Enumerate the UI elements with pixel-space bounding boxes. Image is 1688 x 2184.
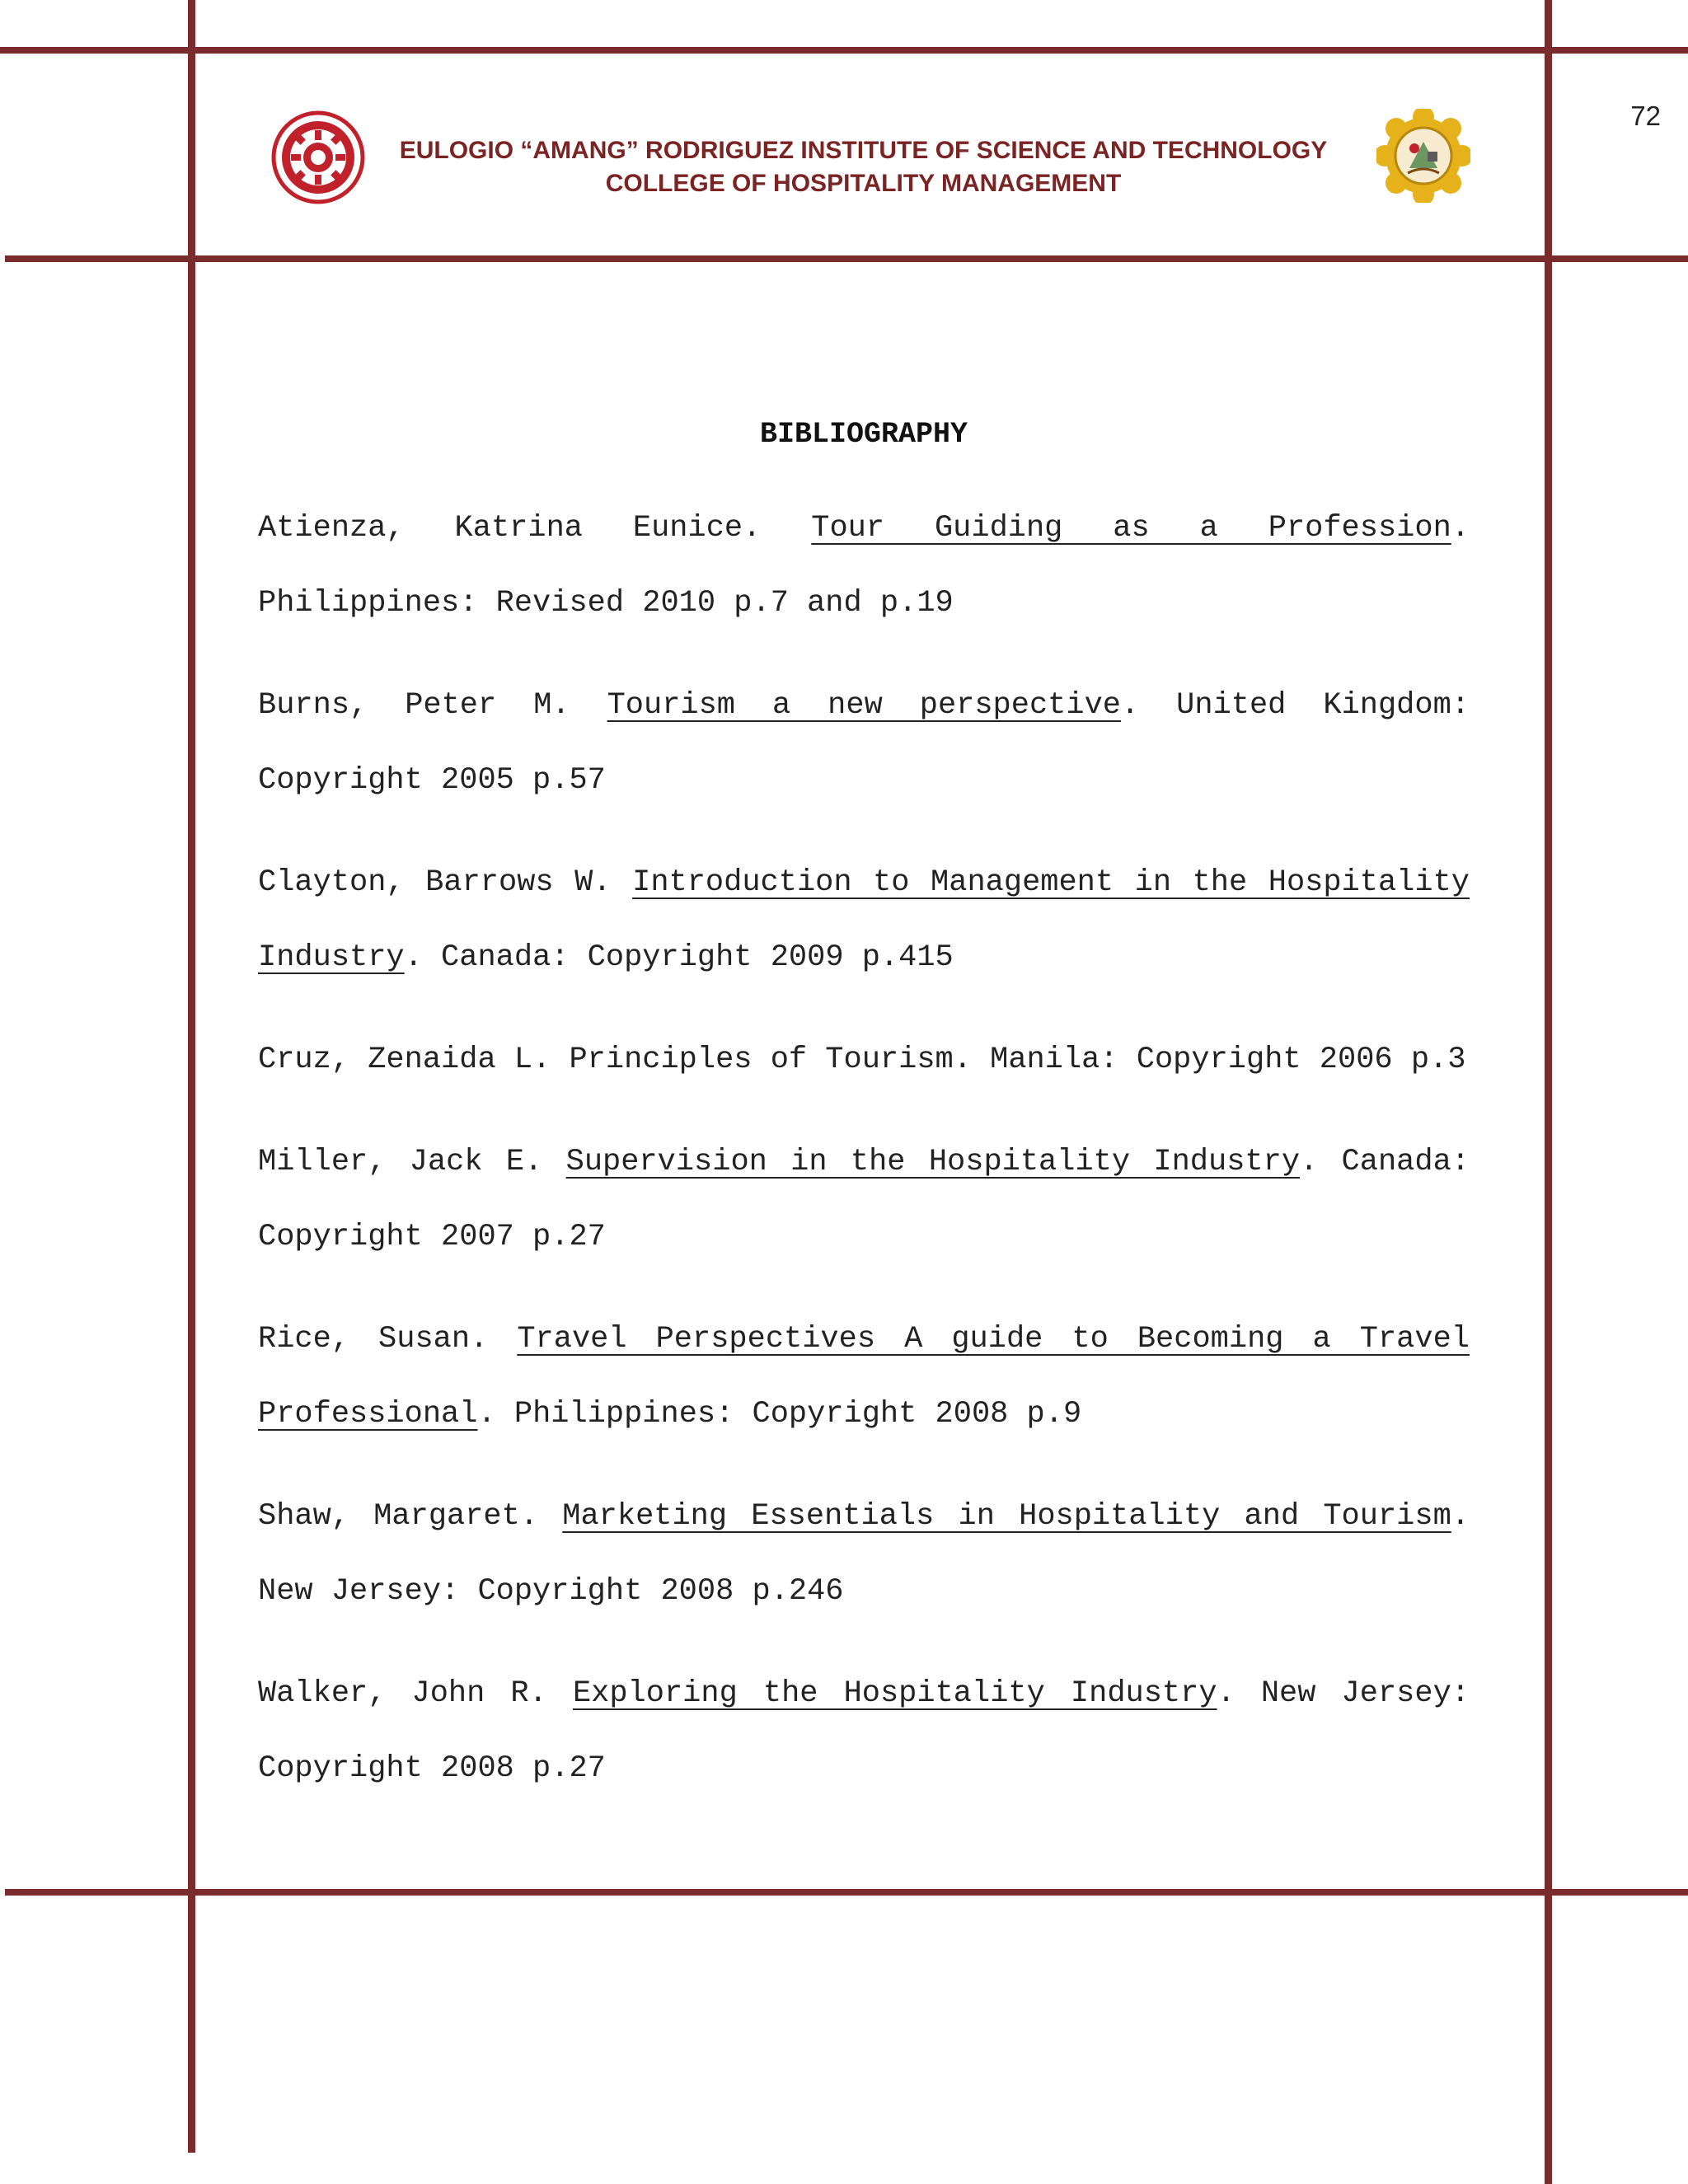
- institute-seal-icon: [271, 110, 365, 204]
- footer-rule: [5, 1889, 1688, 1896]
- right-border-rule: [1545, 0, 1552, 2184]
- college-name: COLLEGE OF HOSPITALITY MANAGEMENT: [605, 170, 1122, 197]
- bibliography-entry: Cruz, Zenaida L. Principles of Tourism. Manila: Copyright 2006 p.3: [258, 1043, 1466, 1077]
- bibliography-list: [258, 491, 1470, 1834]
- college-seal-icon: [1376, 109, 1470, 203]
- bibliography-entry: Rice, Susan. Travel Perspectives A guide to Becoming a Travel Professional. Philippines: Copyright 2008 p.9: [258, 1322, 1470, 1432]
- header-bottom-rule: [5, 255, 1688, 262]
- left-border-rule: [188, 0, 195, 2153]
- bibliography-entry: Shaw, Margaret. Marketing Essentials in Hospitality and Tourism. New Jersey: Copyright 2008 p.246: [258, 1499, 1470, 1609]
- bibliography-entry: Atienza, Katrina Eunice. Tour Guiding as a Profession. Philippines: Revised 2010 p.7 and p.19: [258, 511, 1470, 621]
- bibliography-entry: Miller, Jack E. Supervision in the Hospitality Industry. Canada: Copyright 2007 p.27: [258, 1145, 1470, 1254]
- page-number: 72: [1630, 101, 1661, 131]
- bibliography-entry: Walker, John R. Exploring the Hospitality Industry. New Jersey: Copyright 2008 p.27: [258, 1676, 1470, 1786]
- institution-name: EULOGIO “AMANG” RODRIGUEZ INSTITUTE OF SCIENCE AND TECHNOLOGY: [399, 137, 1328, 164]
- page-title: BIBLIOGRAPHY: [759, 418, 968, 451]
- bibliography-entry: Burns, Peter M. Tourism a new perspective. United Kingdom: Copyright 2005 p.57: [258, 688, 1470, 798]
- header-text: [363, 134, 1364, 200]
- bibliography-entry: Clayton, Barrows W. Introduction to Management in the Hospitality Industry. Canada: Copyright 2009 p.415: [258, 865, 1470, 975]
- top-border-rule: [0, 47, 1688, 54]
